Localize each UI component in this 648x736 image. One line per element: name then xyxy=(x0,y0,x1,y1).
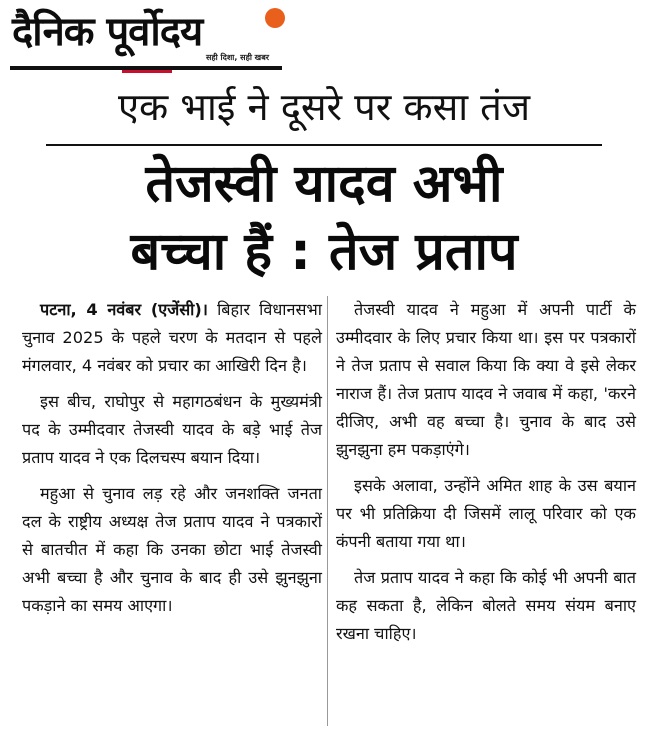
paragraph-4: तेजस्वी यादव ने महुआ में अपनी पार्टी के उम्मीदवार के लिए प्रचार किया था। इस पर पत्रकारों ने तेज प्रताप से सवाल किया कि क्या वे इसे लेकर नाराज हैं। तेज प्रताप यादव ने जवाब में कहा, 'करने दीजिए, अभी वह बच्चा है। चुनाव के बाद उसे झुनझुना हम पकड़ाएंगे। xyxy=(336,300,636,459)
logo-dot-icon xyxy=(265,8,285,28)
paragraph-5: इसके अलावा, उन्होंने अमित शाह के उस बयान पर भी प्रतिक्रिया दी जिसमें लालू परिवार को एक कंपनी बताया गया था। xyxy=(336,476,636,551)
paragraph-2: इस बीच, राघोपुर से महागठबंधन के मुख्यमंत्री पद के उम्मीदवार तेजस्वी यादव के बड़े भाई तेज प्रताप यादव ने एक दिलचस्प बयान दिया। xyxy=(22,392,322,467)
masthead-tagline: सही दिशा, सही खबर xyxy=(206,53,270,62)
article-column-right xyxy=(336,296,636,656)
paragraph-3: महुआ से चुनाव लड़ रहे और जनशक्ति जनता दल के राष्ट्रीय अध्यक्ष तेज प्रताप यादव ने पत्रकारों से बातचीत में कहा कि उनका छोटा भाई तेजस्वी अभी बच्चा है और चुनाव के बाद ही उसे झुनझुना पकड़ाने का समय आएगा। xyxy=(22,484,322,615)
newspaper-logo: दैनिक पूर्वोदय xyxy=(12,9,203,55)
headline-line-1: तेजस्वी यादव अभी xyxy=(145,154,503,214)
paragraph-1-text: बिहार विधानसभा चुनाव 2025 के पहले चरण के मतदान से पहले मंगलवार, 4 नवंबर को प्रचार का आखिरी दिन है। xyxy=(22,300,322,375)
masthead xyxy=(10,0,300,76)
column-divider xyxy=(327,296,328,726)
article-kicker: एक भाई ने दूसरे पर कसा तंज xyxy=(117,85,531,129)
paragraph-1 xyxy=(22,296,322,380)
kicker-divider xyxy=(46,144,602,146)
masthead-red-accent xyxy=(122,70,172,73)
dateline: पटना, 4 नवंबर (एजेंसी)। xyxy=(40,300,208,319)
article-column-left xyxy=(22,296,322,628)
paragraph-6: तेज प्रताप यादव ने कहा कि कोई भी अपनी बात कह सकता है, लेकिन बोलते समय संयम बनाए रखना चाहिए। xyxy=(336,568,636,643)
headline-line-2: बच्चा हैं : तेज प्रताप xyxy=(130,222,518,282)
